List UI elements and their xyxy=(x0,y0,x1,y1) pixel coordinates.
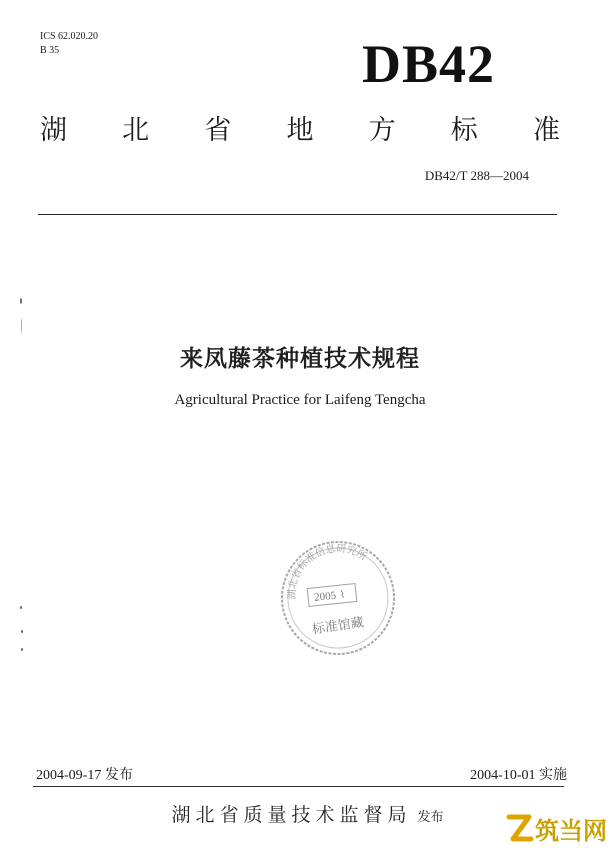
footer-divider xyxy=(33,786,564,787)
ics-code: ICS 62.020.20 xyxy=(40,31,99,42)
scan-speck xyxy=(21,630,23,633)
standard-type-heading xyxy=(40,108,560,147)
stamp-center-text: 标准馆藏 xyxy=(311,615,365,638)
standard-type-char: 标 xyxy=(450,115,478,146)
standard-number: DB42/T 288—2004 xyxy=(424,168,529,183)
scan-speck xyxy=(21,648,23,651)
chinese-title: 来凤藤茶种植技术规程 xyxy=(180,346,420,372)
publisher-verb: 发布 xyxy=(417,810,444,825)
classification-codes xyxy=(40,30,98,58)
svg-text:⌇: ⌇ xyxy=(339,589,346,602)
scan-speck xyxy=(21,318,22,334)
standard-type-char: 准 xyxy=(532,115,560,146)
publisher-name: 湖北省质量技术监督局 xyxy=(171,804,412,826)
stamp-ring-text: 湖北省标准信息研究所 xyxy=(286,543,369,600)
standard-type-char: 方 xyxy=(368,115,396,146)
watermark-text: 筑当网 xyxy=(535,816,607,845)
standard-type-char: 北 xyxy=(122,115,150,146)
ccs-code: B 35 xyxy=(40,45,60,56)
standard-type-char: 湖 xyxy=(40,115,67,146)
site-watermark xyxy=(505,808,607,848)
stamp-year: 2005 xyxy=(313,589,337,604)
implement-date: 2004-10-01 实施 xyxy=(470,768,567,783)
scan-speck xyxy=(20,606,22,609)
library-stamp xyxy=(278,538,398,658)
zd-logo-icon xyxy=(505,811,535,845)
standard-type-char: 地 xyxy=(286,115,314,146)
scan-speck xyxy=(20,298,22,304)
english-title: Agricultural Practice for Laifeng Tengcha xyxy=(174,392,426,408)
header-divider xyxy=(38,214,557,215)
standard-type-char: 省 xyxy=(204,115,232,146)
issue-date: 2004-09-17 发布 xyxy=(36,768,133,783)
db-logo: DB42 xyxy=(362,34,496,94)
